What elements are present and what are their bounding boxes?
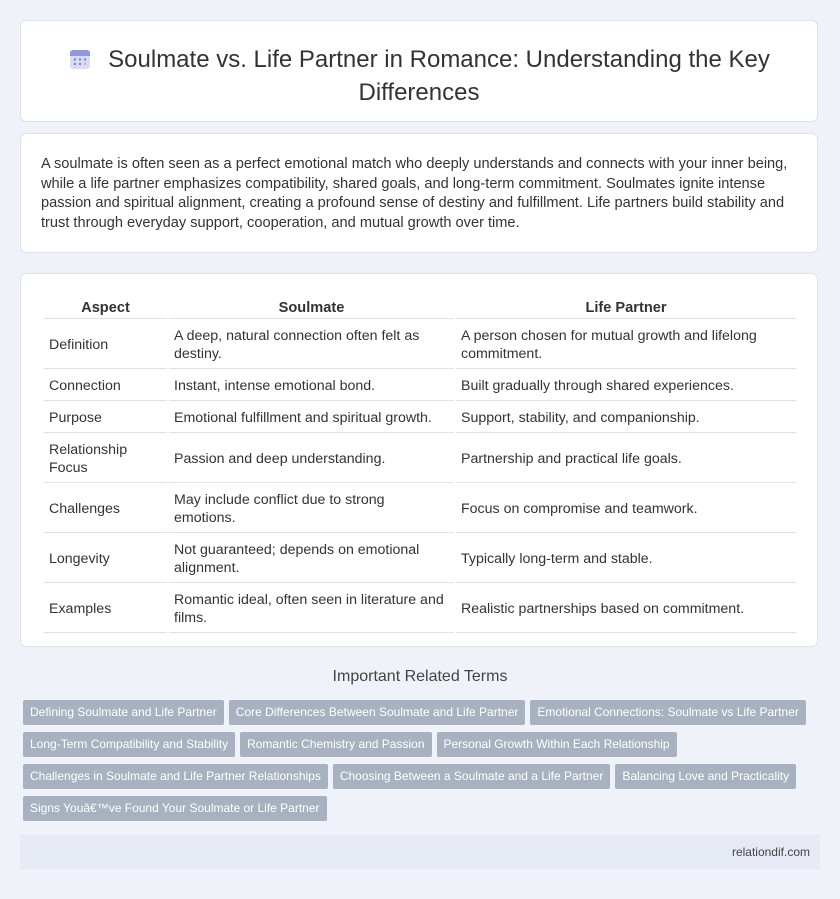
related-tag[interactable]: Romantic Chemistry and Passion (240, 732, 431, 757)
related-tag[interactable]: Core Differences Between Soulmate and Life Partner (229, 700, 526, 725)
cell-aspect: Challenges (44, 485, 167, 533)
cell-life-partner: Built gradually through shared experiences. (456, 371, 796, 401)
cell-life-partner: Typically long-term and stable. (456, 535, 796, 583)
cell-aspect: Longevity (44, 535, 167, 583)
cell-life-partner: Support, stability, and companionship. (456, 403, 796, 433)
cell-life-partner: Partnership and practical life goals. (456, 435, 796, 483)
related-terms-title: Important Related Terms (332, 668, 508, 685)
table-row (44, 585, 796, 633)
calendar-icon (68, 47, 92, 78)
cell-aspect: Definition (44, 321, 167, 369)
header-life-partner: Life Partner (456, 296, 796, 319)
title-line-1: Soulmate vs. Life Partner in Romance: Understanding the Key (108, 46, 770, 73)
related-tag[interactable]: Defining Soulmate and Life Partner (23, 700, 224, 725)
cell-aspect: Purpose (44, 403, 167, 433)
cell-soulmate: Instant, intense emotional bond. (169, 371, 454, 401)
comparison-table (42, 294, 798, 635)
page-title (21, 45, 817, 107)
cell-life-partner: Realistic partnerships based on commitment. (456, 585, 796, 633)
cell-aspect: Relationship Focus (44, 435, 167, 483)
table-row (44, 403, 796, 433)
table-row (44, 321, 796, 369)
header-soulmate: Soulmate (169, 296, 454, 319)
related-tag[interactable]: Signs Youâ€™ve Found Your Soulmate or Life Partner (23, 796, 327, 821)
related-tag[interactable]: Emotional Connections: Soulmate vs Life Partner (530, 700, 805, 725)
header-aspect: Aspect (44, 296, 167, 319)
cell-soulmate: Emotional fulfillment and spiritual growth. (169, 403, 454, 433)
comparison-table-card (20, 273, 818, 647)
table-row (44, 371, 796, 401)
cell-soulmate: A deep, natural connection often felt as destiny. (169, 321, 454, 369)
cell-life-partner: A person chosen for mutual growth and lifelong commitment. (456, 321, 796, 369)
summary-card (20, 133, 818, 253)
cell-aspect: Examples (44, 585, 167, 633)
title-line-2: Differences (358, 79, 480, 106)
cell-soulmate: Not guaranteed; depends on emotional alignment. (169, 535, 454, 583)
cell-life-partner: Focus on compromise and teamwork. (456, 485, 796, 533)
summary-text: A soulmate is often seen as a perfect emotional match who deeply understands and connects with your inner being, while a life partner emphasizes compatibility, shared goals, and long-term commitment. Soulmates ignite intense passion and spiritual alignment, creating a profound sense of destiny and fulfillment. Life partners build stability and trust through everyday support, cooperation, and mutual growth over time. (41, 156, 788, 231)
related-tags (23, 700, 823, 828)
table-row (44, 535, 796, 583)
cell-aspect: Connection (44, 371, 167, 401)
footer (20, 835, 820, 869)
related-tag[interactable]: Challenges in Soulmate and Life Partner Relationships (23, 764, 328, 789)
cell-soulmate: May include conflict due to strong emotions. (169, 485, 454, 533)
related-tag[interactable]: Personal Growth Within Each Relationship (437, 732, 677, 757)
header-card (20, 20, 818, 122)
table-row (44, 485, 796, 533)
table-header-row (44, 296, 796, 319)
cell-soulmate: Passion and deep understanding. (169, 435, 454, 483)
footer-site-link[interactable]: relationdif.com (731, 845, 810, 859)
related-tag[interactable]: Choosing Between a Soulmate and a Life Partner (333, 764, 611, 789)
table-row (44, 435, 796, 483)
related-tag[interactable]: Balancing Love and Practicality (615, 764, 796, 789)
cell-soulmate: Romantic ideal, often seen in literature and films. (169, 585, 454, 633)
related-tag[interactable]: Long-Term Compatibility and Stability (23, 732, 235, 757)
